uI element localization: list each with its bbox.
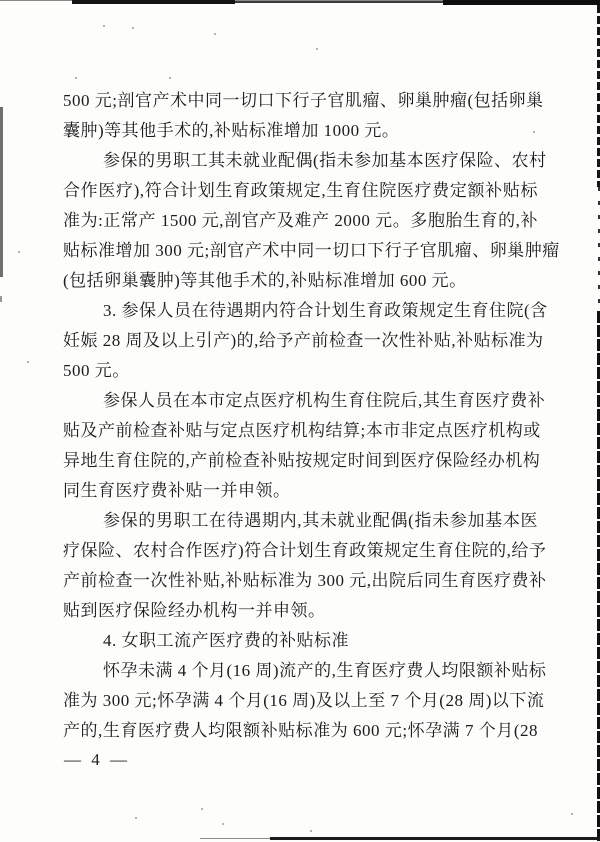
text-line: 异地生育住院的,产前检查补贴按规定时间到医疗保险经办机构 [63,451,541,470]
text-line: 准为 300 元;怀孕满 4 个月(16 周)及以上至 7 个月(28 周)以下流 [63,691,545,710]
scan-speckle [310,830,312,832]
text-line: 500 元。 [63,361,130,380]
scan-speckle [18,251,20,253]
scan-speckle [201,808,203,810]
left-edge-artifact [0,107,3,277]
text-line: 妊娠 28 周及以上引产)的,给予产前检查一次性补贴,补贴标准为 [63,331,544,350]
scan-speckle [169,77,171,79]
scan-speckle [103,25,105,27]
scan-speckle [135,817,137,819]
scan-speckle [571,813,573,815]
text-line: 贴标准增加 300 元;剖官产术中同一切口下行子官肌瘤、卵巢肿瘤 [63,241,560,260]
text-line: 疗保险、农村合作医疗)符合计划生育政策规定生育住院的,给予 [63,541,547,560]
scan-speckle [222,823,224,825]
scan-speckle [214,33,216,35]
text-line: (包括卵巢囊肿)等其他手术的,补贴标准增加 600 元。 [63,271,467,290]
top-edge-artifact [0,0,600,1]
bottom-edge-artifact [200,838,272,839]
text-line: 怀孕未满 4 个月(16 周)流产的,生育医疗费人均限额补贴标 [103,661,547,680]
text-line: 500 元;剖官产术中同一切口下行子官肌瘤、卵巢肿瘤(包括卵巢 [63,91,544,110]
text-line: 合作医疗),符合计划生育政策规定,生育住院医疗费定额补贴标 [63,181,538,200]
scan-speckle [75,77,77,79]
text-line: 贴到医疗保险经办机构一并申领。 [63,601,326,620]
text-line: 3. 参保人员在待遇期内符合计划生育政策规定生育住院(含 [103,301,548,320]
text-line: 产的,生育医疗费人均限额补贴标准为 600 元;怀孕满 7 个月(28 [63,721,538,740]
left-edge-artifact [0,296,2,302]
text-line: 贴及产前检查补贴与定点医疗机构结算;本市非定点医疗机构或 [63,421,541,440]
bottom-edge-artifact [270,837,600,840]
text-line: 参保人员在本市定点医疗机构生育住院后,其生育医疗费补 [103,391,546,410]
text-line: 参保的男职工在待遇期内,其未就业配偶(指未参加基本医 [103,511,538,530]
text-line: 囊肿)等其他手术的,补贴标准增加 1000 元。 [63,121,400,140]
text-line: 同生育医疗费补贴一并申领。 [63,481,291,500]
scan-speckle [27,361,29,363]
text-line: 产前检查一次性补贴,补贴标准为 300 元,出院后同生育医疗费补 [63,571,547,590]
text-line: 参保的男职工其未就业配偶(指未参加基本医疗保险、农村 [103,151,547,170]
top-edge-artifact [235,1,443,3]
page-number: — 4 — [64,750,130,769]
document-body [63,86,560,746]
top-edge-artifact [443,0,600,5]
text-line: 4. 女职工流产医疗费的补贴标准 [103,631,349,650]
top-edge-artifact [72,0,235,4]
text-line: 准为:正常产 1500 元,剖官产及难产 2000 元。多胞胎生育的,补 [63,211,538,230]
scan-speckle [132,27,134,29]
scan-speckle [316,48,318,50]
